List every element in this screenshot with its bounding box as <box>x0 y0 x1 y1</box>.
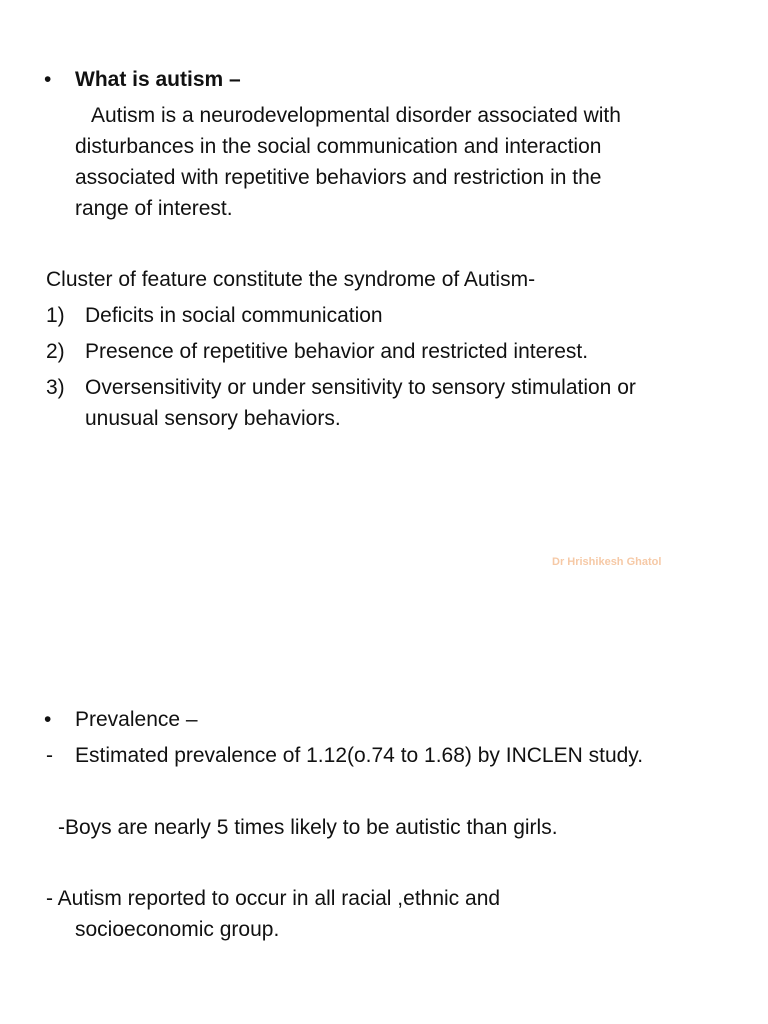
definition-heading: What is autism – <box>75 68 241 91</box>
definition-line-4: range of interest. <box>75 197 233 220</box>
prevalence-occurrence-line-2: socioeconomic group. <box>75 918 280 941</box>
feature-item-2: Presence of repetitive behavior and restricted interest. <box>85 340 589 363</box>
feature-item-1: Deficits in social communication <box>85 304 383 327</box>
prevalence-gender-ratio: -Boys are nearly 5 times likely to be autistic than girls. <box>58 816 558 839</box>
definition-line-1: Autism is a neurodevelopmental disorder associated with <box>91 104 621 127</box>
prevalence-heading: Prevalence – <box>75 708 198 731</box>
feature-number-3: 3) <box>46 376 65 399</box>
feature-item-3-line-2: unusual sensory behaviors. <box>85 407 341 430</box>
dash-marker: - <box>46 744 53 767</box>
feature-number-2: 2) <box>46 340 65 363</box>
prevalence-estimate: Estimated prevalence of 1.12(o.74 to 1.68) by INCLEN study. <box>75 744 644 767</box>
prevalence-occurrence-line-1: - Autism reported to occur in all racial ,ethnic and <box>46 887 501 910</box>
bullet-icon: • <box>44 68 52 91</box>
features-intro: Cluster of feature constitute the syndrome of Autism- <box>46 268 536 291</box>
bullet-icon: • <box>44 708 52 731</box>
feature-number-1: 1) <box>46 304 65 327</box>
definition-line-2: disturbances in the social communication and interaction <box>75 135 602 158</box>
feature-item-3-line-1: Oversensitivity or under sensitivity to sensory stimulation or <box>85 376 636 399</box>
definition-line-3: associated with repetitive behaviors and restriction in the <box>75 166 602 189</box>
author-watermark: Dr Hrishikesh Ghatol <box>552 556 662 568</box>
